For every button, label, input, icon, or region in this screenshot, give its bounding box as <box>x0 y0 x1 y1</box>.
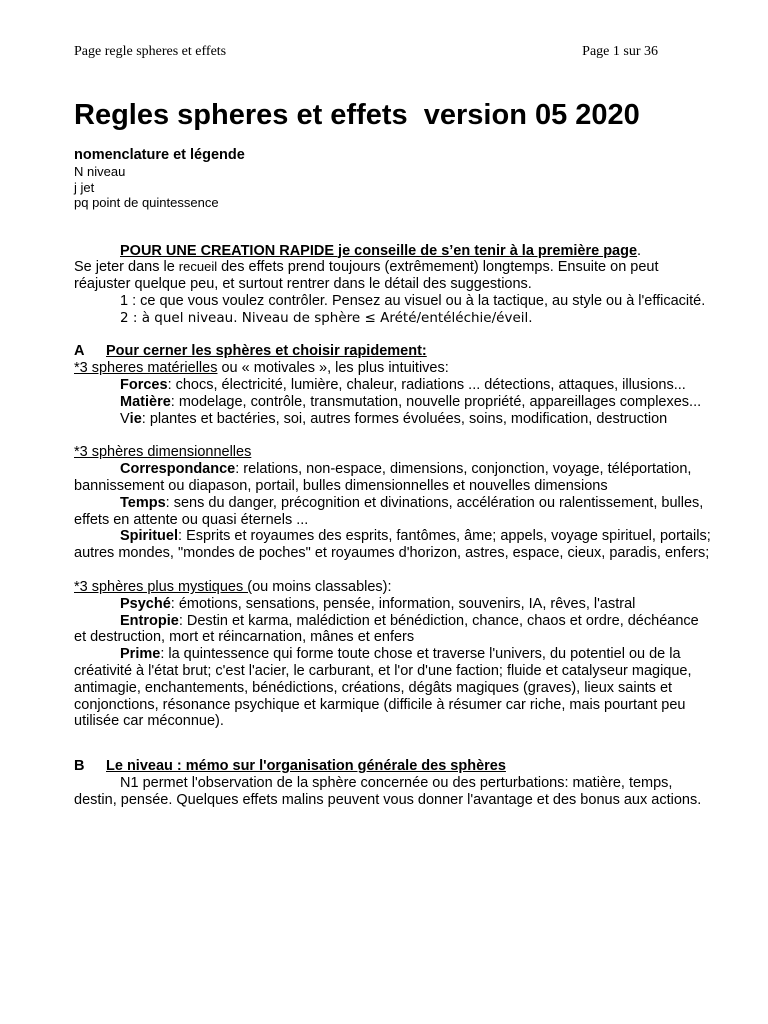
section-b <box>74 758 714 808</box>
section-a <box>74 343 714 730</box>
sphere-spirituel: Spirituel: Esprits et royaumes des esprits, fantômes, âme; appels, voyage spirituel, portails; autres mondes, "mondes de poches" et royaumes d'horizon, astres, espace, cieux, paradis, enfers; <box>74 528 711 562</box>
sphere-vie: Vie: plantes et bactéries, soi, autres formes évoluées, soins, modification, destruction <box>120 410 668 427</box>
intro-section <box>74 243 714 327</box>
intro-step-2: 2 : à quel niveau. Niveau de sphère ≤ Arété/entéléchie/éveil. <box>120 309 533 326</box>
sphere-prime: Prime: la quintessence qui forme toute chose et traverse l'univers, du potentiel ou de la créativité à l'état brut; c'est l'acier, le carburant, et l'or d'une faction; fluide et catalyseur magique, antimagie, enchantements, bénédictions, créations, dégâts magiques (graves), lieux saints et conjonctions, résonance psychique et karmique (difficile à résumer car riche, mais pourtant peu utilisée car méconnue). <box>74 646 692 730</box>
intro-paragraph: Se jeter dans le recueil des effets prend toujours (extrêmement) longtemps. Ensuite on peut réajuster quelque peu, et surtout rentrer dans le détail des suggestions. <box>74 259 659 293</box>
sphere-temps: Temps: sens du danger, précognition et divinations, accélération ou ralentissement, bulles, effets en attente ou quasi éternels ... <box>74 494 704 528</box>
section-b-heading: B Le niveau : mémo sur l'organisation générale des sphères <box>74 758 506 775</box>
section-b-paragraph: N1 permet l'observation de la sphère concernée ou des perturbations: matière, temps, destin, pensée. Quelques effets malins peuvent vous donner l'avantage et des bonus aux actions. <box>74 775 702 808</box>
header-title: Page regle spheres et effets <box>74 44 227 59</box>
page-number: Page 1 sur 36 <box>582 44 658 59</box>
group-label: *3 spheres matérielles ou « motivales », les plus intuitives: <box>74 360 449 377</box>
intro-lead: POUR UNE CREATION RAPIDE je conseille de s’en tenir à la première page. <box>120 242 642 259</box>
nomenclature-item: j jet <box>74 179 95 195</box>
sphere-matiere: Matière: modelage, contrôle, transmutation, nouvelle propriété, appareillages complexes... <box>120 393 702 410</box>
nomenclature-item: N niveau <box>74 164 126 179</box>
document-body <box>74 96 714 809</box>
intro-step-1: 1 : ce que vous voulez contrôler. Pensez au visuel ou à la tactique, au style ou à l'efficacité. <box>120 292 706 309</box>
group-label: *3 sphères plus mystiques (ou moins classables): <box>74 579 392 596</box>
sphere-forces: Forces: chocs, électricité, lumière, chaleur, radiations ... détections, attaques, illusions... <box>120 377 686 394</box>
document-title: Regles spheres et effets version 05 2020 <box>74 99 640 131</box>
sphere-psyche: Psyché: émotions, sensations, pensée, information, souvenirs, IA, rêves, l'astral <box>120 595 636 612</box>
group-label: *3 sphères dimensionnelles <box>74 444 252 461</box>
sphere-entropie: Entropie: Destin et karma, malédiction et bénédiction, chance, chaos et ordre, déchéance et destruction, mort et réincarnation, mânes et enfers <box>74 612 699 646</box>
sphere-correspondance: Correspondance: relations, non-espace, dimensions, conjonction, voyage, téléportation, bannissement ou diapason, portail, bulles dimensionnelles et nouvelles dimensions <box>74 461 692 495</box>
page-header <box>74 44 658 62</box>
section-a-heading: A Pour cerner les sphères et choisir rapidement: <box>74 343 427 360</box>
nomenclature-heading: nomenclature et légende <box>74 147 245 163</box>
nomenclature-item: pq point de quintessence <box>74 195 219 210</box>
